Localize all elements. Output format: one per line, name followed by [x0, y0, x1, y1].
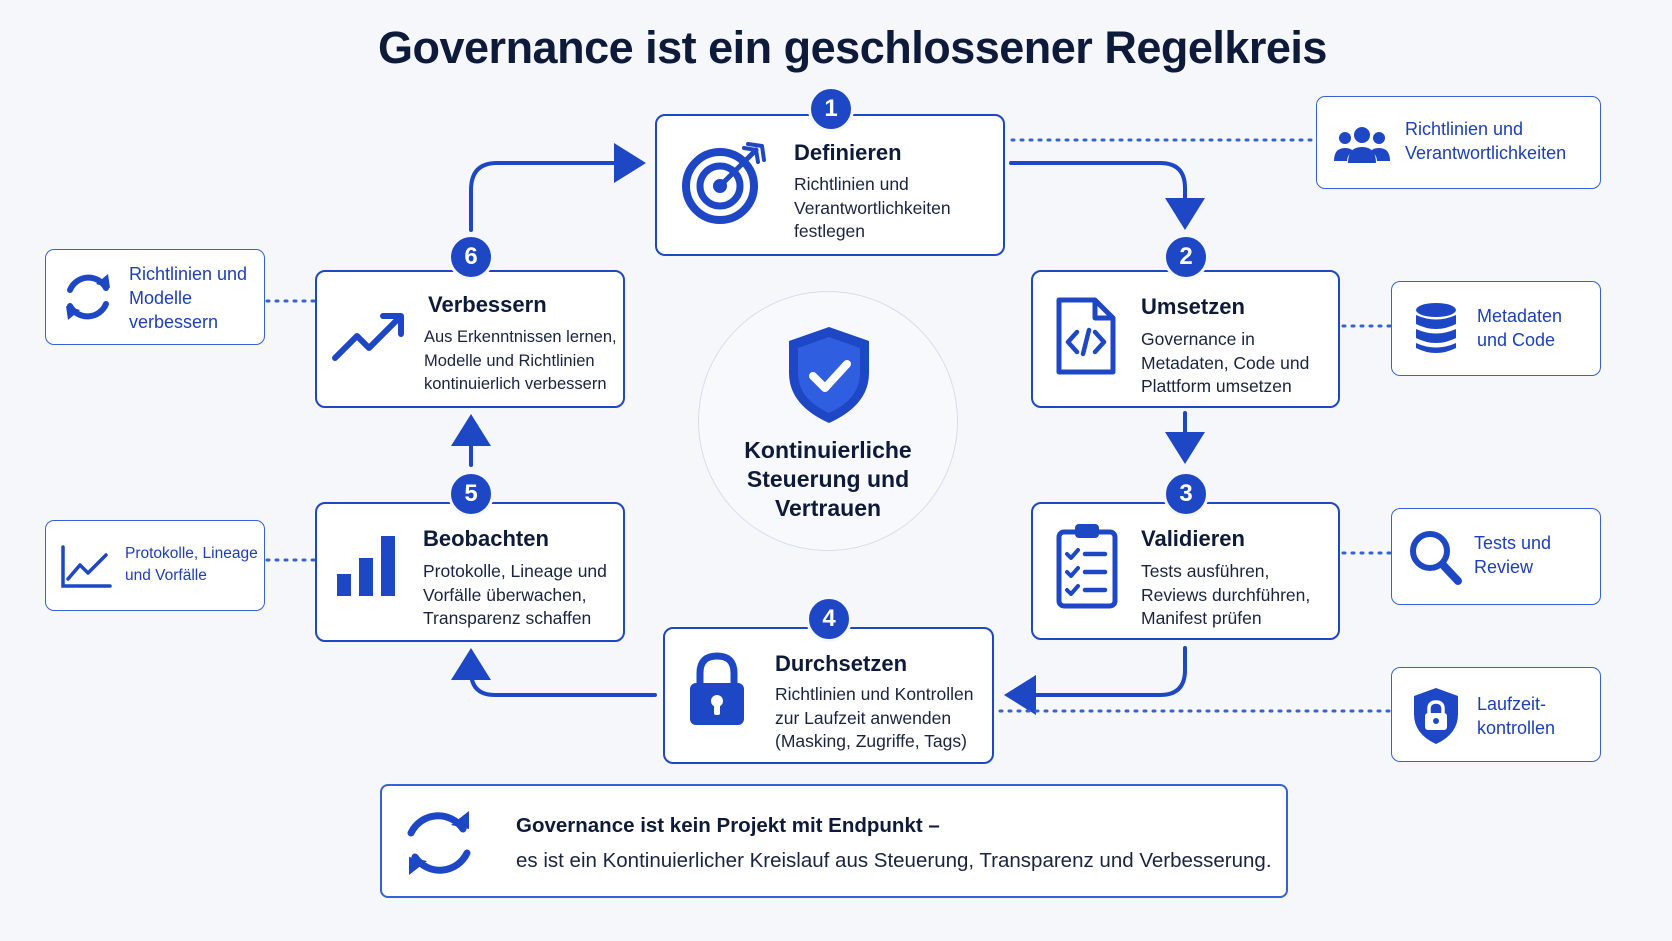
step-description: Protokolle, Lineage und Vorfälle überwachen, Transparenz schaffen [423, 561, 607, 628]
step-badge-4: 4 [806, 596, 852, 642]
step-badge-3: 3 [1163, 471, 1209, 517]
arrow-3-to-4 [1012, 648, 1185, 695]
step-title: Durchsetzen [775, 651, 908, 676]
summary-headline: Governance ist kein Projekt mit Endpunkt – [516, 814, 940, 837]
center-text: Kontinuierliche Steuerung und Vertrauen [744, 437, 912, 521]
database-icon [1414, 302, 1458, 356]
side-note-metadaten [1391, 281, 1601, 376]
users-icon [1333, 125, 1391, 165]
step-description: Richtlinien und Verantwortlichkeiten festlegen [794, 174, 951, 241]
step-title: Validieren [1141, 526, 1245, 551]
line-chart-icon [60, 545, 112, 589]
step-badge-2: 2 [1163, 234, 1209, 280]
step-card-definieren [655, 114, 1005, 256]
arrow-4-to-5 [471, 656, 655, 695]
magnifier-icon [1408, 529, 1464, 587]
lock-icon [687, 651, 747, 727]
step-title: Definieren [794, 140, 902, 165]
side-note-verbessern [45, 249, 265, 345]
shield-lock-icon [1412, 686, 1460, 746]
target-icon [682, 140, 766, 224]
step-title: Umsetzen [1141, 294, 1245, 319]
side-note-laufzeitkontrollen [1391, 667, 1601, 762]
step-description: Tests ausführen, Reviews durchführen, Manifest prüfen [1141, 561, 1311, 628]
step-card-validieren [1031, 502, 1340, 640]
side-note-tests [1391, 508, 1601, 605]
step-title: Verbessern [428, 292, 547, 317]
side-note-text: Metadaten und Code [1477, 306, 1563, 350]
arrow-6-to-1 [471, 163, 638, 230]
summary-text: es ist ein Kontinuierlicher Kreislauf aus Steuerung, Transparenz und Verbesserung. [516, 849, 1272, 872]
step-badge-6: 6 [448, 234, 494, 280]
side-note-protokolle [45, 520, 265, 611]
step-title: Beobachten [423, 526, 549, 551]
step-badge-1: 1 [808, 86, 854, 132]
side-note-text: Richtlinien und Verantwortlichkeiten [1405, 119, 1567, 163]
trend-up-icon [331, 308, 407, 364]
summary-box [380, 784, 1288, 898]
bar-chart-icon [335, 534, 399, 598]
side-note-text: Tests und Review [1474, 533, 1552, 577]
step-card-beobachten [315, 502, 625, 642]
refresh-icon [62, 270, 114, 324]
step-badge-5: 5 [448, 471, 494, 517]
side-note-text: Protokolle, Lineage und Vorfälle [125, 545, 258, 584]
page-title: Governance ist ein geschlossener Regelkreis [378, 22, 1327, 73]
step-card-verbessern [315, 270, 625, 408]
step-card-umsetzen [1031, 270, 1340, 408]
step-description: Richtlinien und Kontrollen zur Laufzeit anwenden (Masking, Zugriffe, Tags) [775, 684, 974, 751]
side-note-text: Laufzeit-kontrollen [1477, 694, 1556, 738]
cycle-icon [399, 803, 479, 883]
side-note-text: Richtlinien und Modelle verbessern [129, 264, 248, 332]
code-file-icon [1055, 296, 1117, 376]
shield-check-icon [786, 325, 872, 425]
side-note-verantwortlichkeiten [1316, 96, 1601, 189]
arrow-1-to-2 [1011, 163, 1185, 222]
step-description: Governance in Metadaten, Code und Plattform umsetzen [1141, 329, 1310, 396]
step-description: Aus Erkenntnissen lernen, Modelle und Richtlinien kontinuierlich verbessern [424, 328, 617, 393]
checklist-icon [1055, 522, 1119, 610]
step-card-durchsetzen [663, 627, 994, 764]
